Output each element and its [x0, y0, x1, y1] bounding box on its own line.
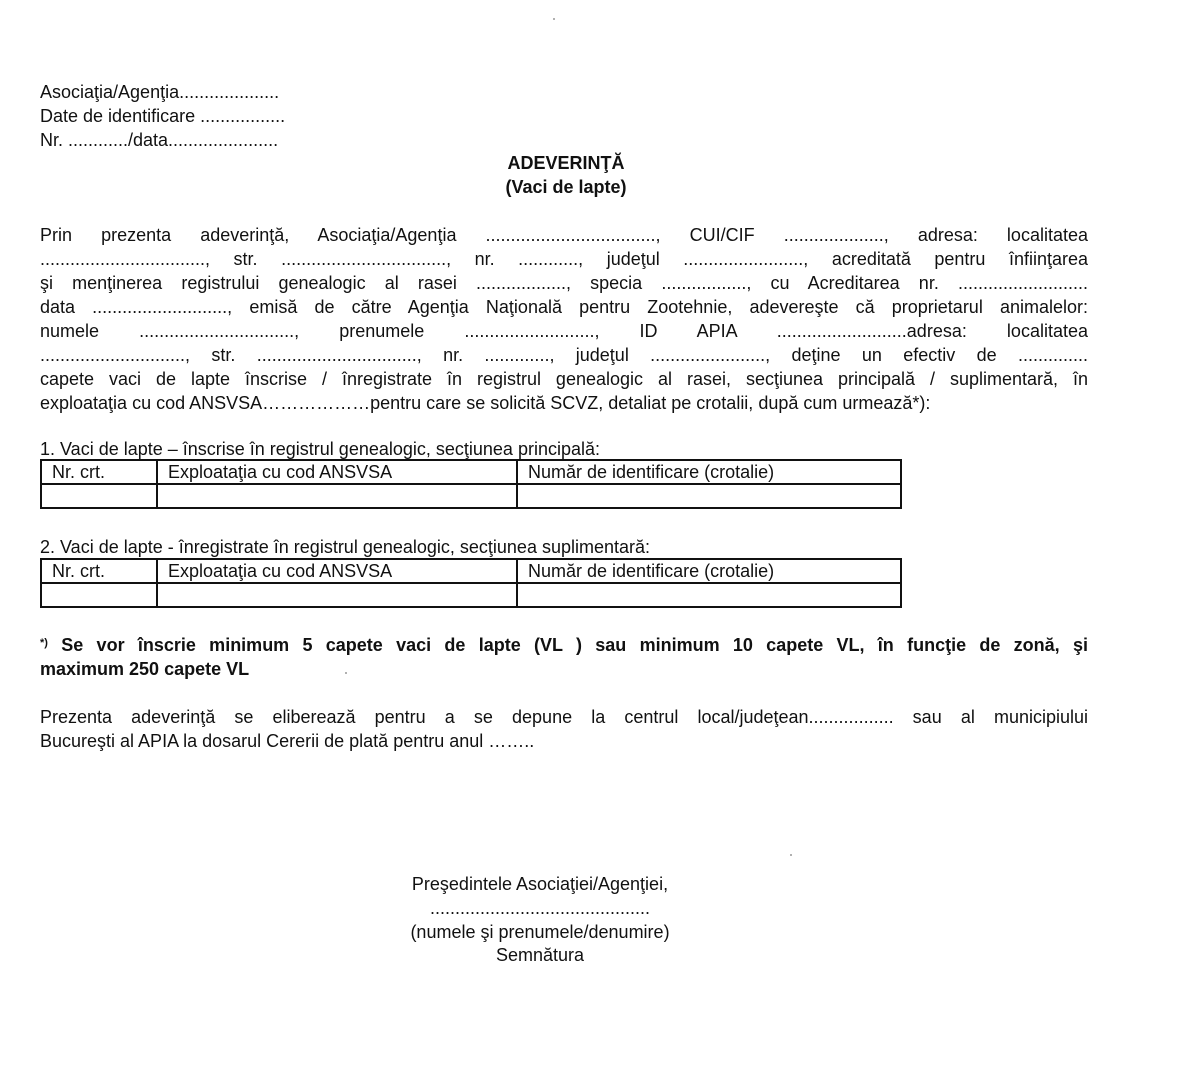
intro-line: şi menţinerea registrului genealogic al rasei .................., specia ................., cu Acreditarea nr. ..........................	[40, 273, 1088, 293]
association-line: Asociaţia/Agenţia....................	[40, 82, 280, 102]
signature-dotted-line: ............................................	[429, 898, 651, 918]
identification-date-line: Date de identificare .................	[40, 106, 286, 126]
document-title: ADEVERINŢĂ	[507, 153, 625, 173]
column-header-exploatatie: Exploataţia cu cod ANSVSA	[157, 559, 517, 583]
intro-line: ............................., str. ................................, nr. ............., judeţul ......................., deţine un efectiv de ..............	[40, 345, 1088, 365]
table-header-row	[41, 559, 901, 583]
footnote-line	[40, 633, 1088, 657]
intro-line: exploataţia cu cod ANSVSA………………pentru care se solicită SCVZ, detaliat pe crotalii, după cum urmează*):	[40, 393, 931, 413]
intro-line: capete vaci de lapte înscrise / înregistrate în registrul genealogic al rasei, secţiunea principală / suplimentară, în	[40, 369, 1088, 389]
column-header-exploatatie: Exploataţia cu cod ANSVSA	[157, 460, 517, 484]
signature-label: Semnătura	[495, 945, 585, 965]
table-header-row	[41, 460, 901, 484]
table-cell[interactable]	[41, 583, 157, 607]
column-header-crotalie: Număr de identificare (crotalie)	[517, 559, 901, 583]
intro-line: numele ..............................., prenumele .........................., ID APIA ..........................adresa: localitatea	[40, 321, 1088, 341]
signatory-name-label: (numele şi prenumele/denumire)	[410, 922, 670, 942]
scan-speck	[790, 854, 792, 856]
footnote-line: maximum 250 capete VL	[40, 659, 250, 679]
section-supplementary-title: 2. Vaci de lapte - înregistrate în registrul genealogic, secţiunea suplimentară:	[40, 537, 651, 557]
supplementary-registry-table	[40, 558, 902, 608]
table-cell[interactable]	[517, 583, 901, 607]
table-cell[interactable]	[157, 583, 517, 607]
closing-paragraph	[40, 705, 1088, 753]
column-header-nr-crt: Nr. crt.	[41, 559, 157, 583]
closing-line: Bucureşti al APIA la dosarul Cererii de plată pentru anul ……..	[40, 731, 535, 751]
column-header-crotalie: Număr de identificare (crotalie)	[517, 460, 901, 484]
signatory-role: Preşedintele Asociaţiei/Agenţiei,	[411, 874, 669, 894]
table-row	[41, 484, 901, 508]
section-principal-title: 1. Vaci de lapte – înscrise în registrul genealogic, secţiunea principală:	[40, 439, 600, 459]
scan-speck	[553, 18, 555, 20]
intro-paragraph	[40, 223, 1088, 415]
closing-line: Prezenta adeverinţă se eliberează pentru a se depune la centrul local/judeţean................. sau al municipiului	[40, 707, 1088, 727]
intro-line: Prin prezenta adeverinţă, Asociaţia/Agenţia .................................., CUI/CIF ...................., adresa: localitatea	[40, 225, 1088, 245]
table-cell[interactable]	[157, 484, 517, 508]
column-header-nr-crt: Nr. crt.	[41, 460, 157, 484]
principal-registry-table	[40, 459, 902, 509]
footnote	[40, 633, 1088, 681]
document-subtitle: (Vaci de lapte)	[505, 177, 627, 197]
footnote-text: Se vor înscrie minimum 5 capete vaci de lapte (VL ) sau minimum 10 capete VL, în funcţie de zonă, şi	[61, 635, 1088, 655]
table-cell[interactable]	[41, 484, 157, 508]
number-date-line: Nr. ............/data......................	[40, 130, 279, 150]
intro-line: ................................., str. ................................., nr. ............, judeţul ........................, acreditată pentru înfiinţarea	[40, 249, 1088, 269]
footnote-marker: *)	[40, 637, 48, 649]
table-cell[interactable]	[517, 484, 901, 508]
intro-line: data ..........................., emisă de către Agenţia Naţională pentru Zootehnie, adevereşte că proprietarul animalelor:	[40, 297, 1088, 317]
table-row	[41, 583, 901, 607]
